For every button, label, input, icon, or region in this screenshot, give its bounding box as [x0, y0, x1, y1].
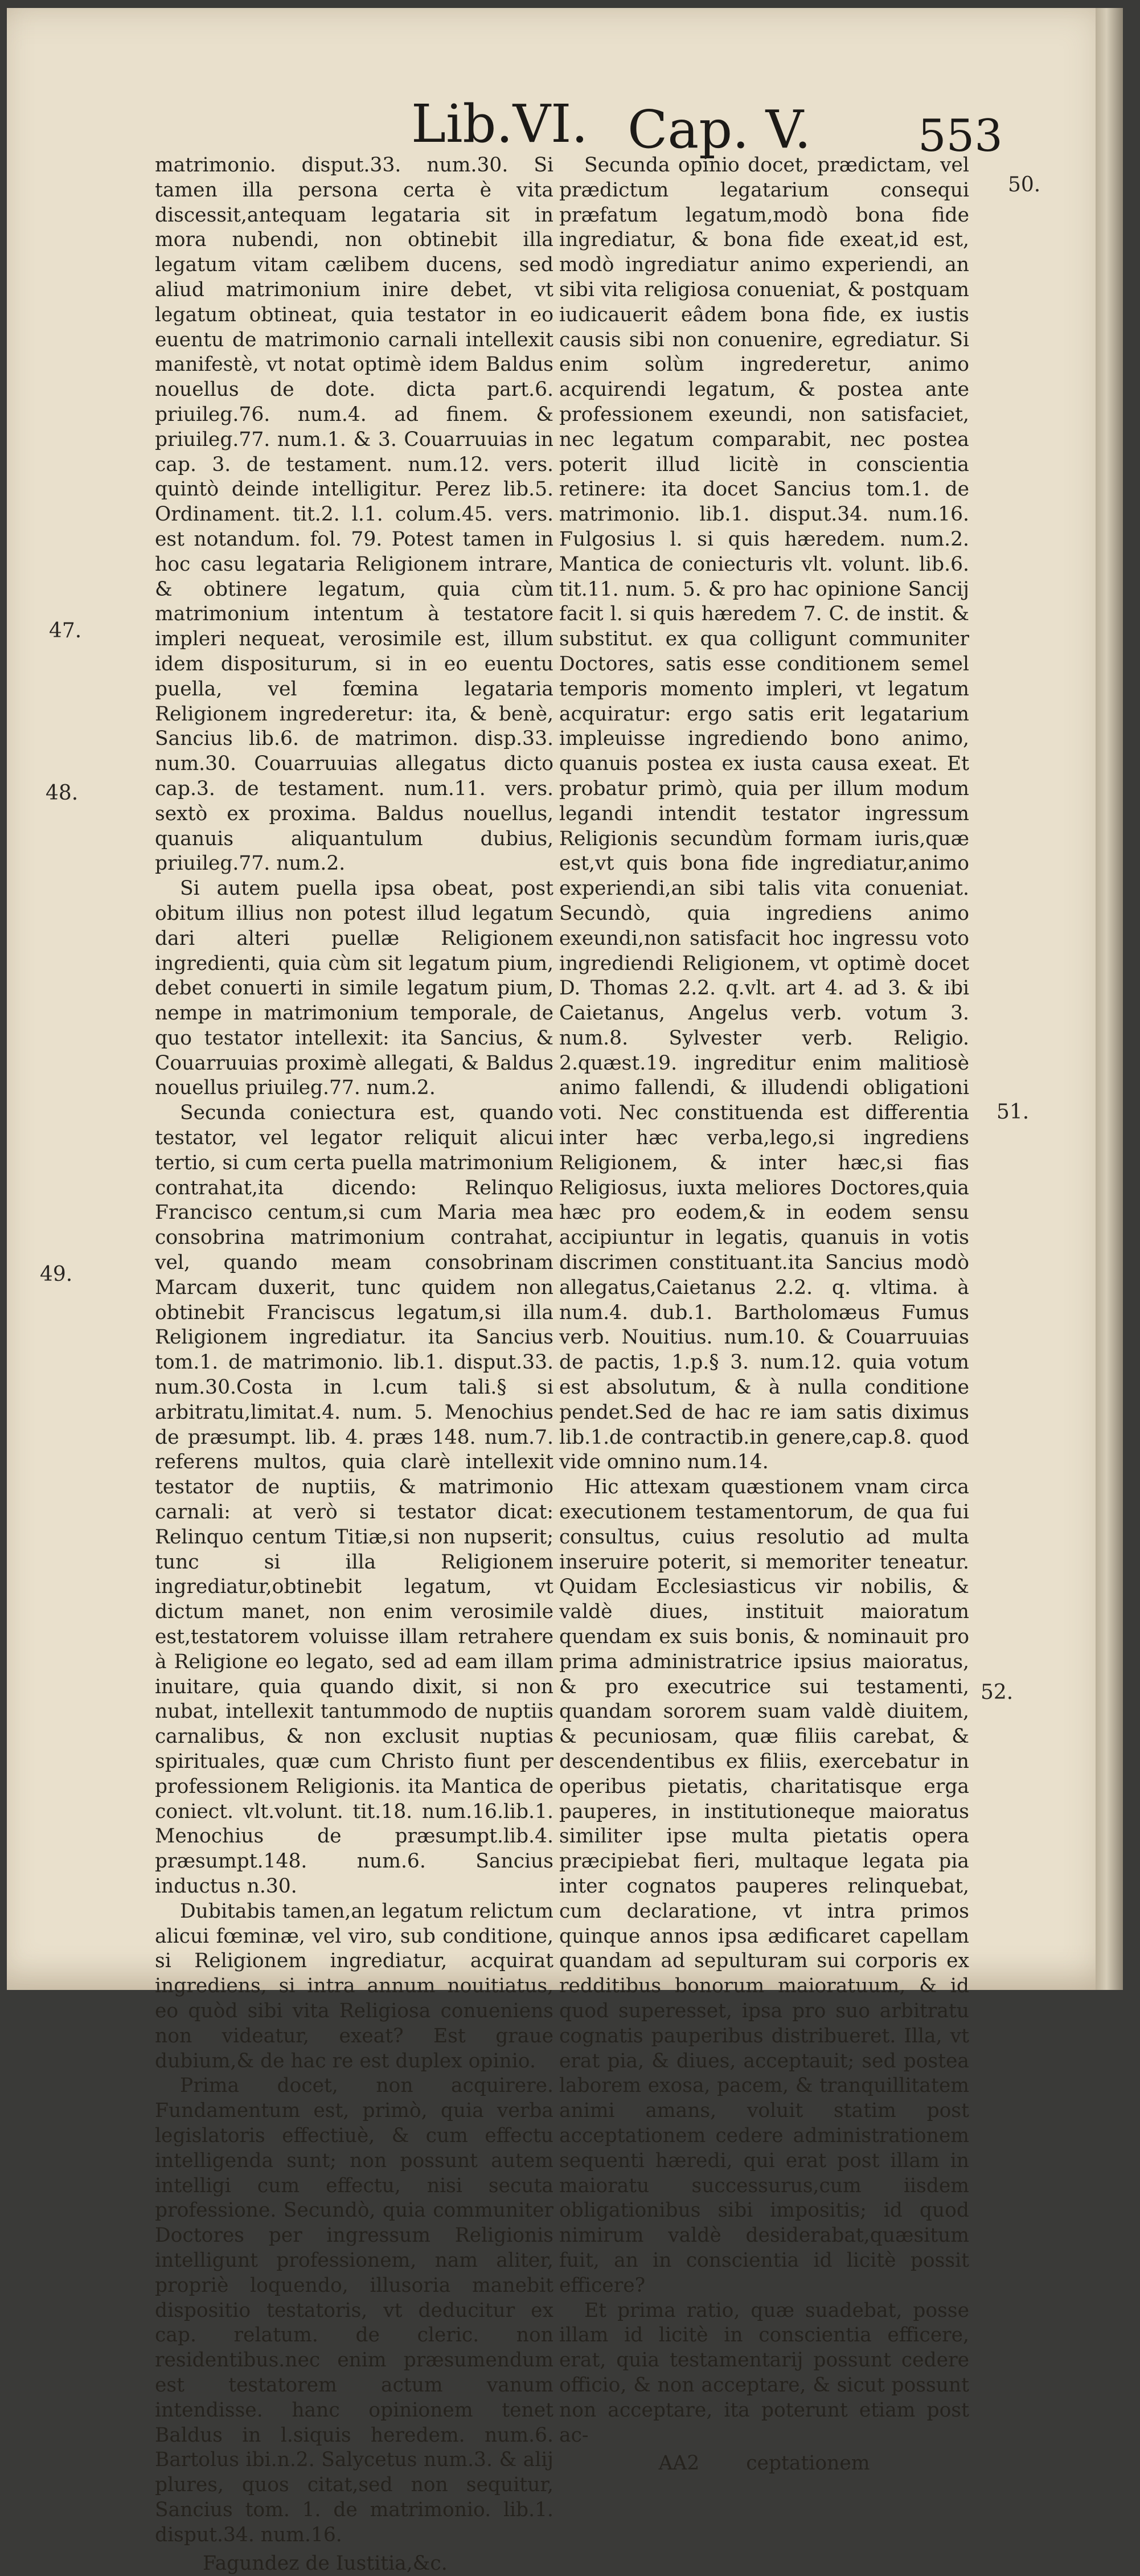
- paragraph: matrimonio. disput.33. num.30. Si tamen illa persona certa è vita discessit,antequam legataria sit in mora nubendi, non obtinebit illa legatum vitam cælibem ducens, sed aliud matrimonium inire debet, vt legatum obtineat, quia testator in eo euentu de matrimonio carnali intellexit manifestè, vt notat optimè idem Baldus nouellus de dote. dicta part.6. priuileg.76. num.4. ad finem. & priuileg.77. num.1. & 3. Couarruuias in cap. 3. de testament. num.12. vers. quintò deinde intelligitur. Perez lib.5. Ordinament. tit.2. l.1. colum.45. vers. est notandum. fol. 79. Potest tamen in hoc casu legataria Religionem intrare, & obtinere legatum, quia cùm matrimonium intentum à testatore impleri nequeat, verosimile est, illum idem dispositurum, si in eo euentu puella, vel fœmina legataria Religionem ingrederetur: ita, & benè, Sancius lib.6. de matrimon. disp.33. num.30. Couarruuias allegatus dicto cap.3. de testament. num.11. vers. sextò ex proxima. Baldus nouellus, quanuis aliquantulum dubius, priuileg.77. num.2.: [155, 153, 553, 877]
- header-lib: Lib.VI.: [411, 93, 588, 154]
- paragraph: Secunda coniectura est, quando testator, vel legator reliquit alicui tertio, si cum certa puella matrimonium contrahat,ita dicendo: Relinquo Francisco centum,si cum Maria mea consobrina matrimonium contrahat, vel, quando meam consobrinam Marcam duxerit, tunc quidem non obtinebit Franciscus legatum,si illa Religionem ingrediatur. ita Sancius tom.1. de matrimonio. lib.1. disput.33. num.30.Costa in l.cum tali.§ si arbitratu,limitat.4. num. 5. Menochius de præsumpt. lib. 4. præs 148. num.7. referens multos, quia clarè intellexit testator de nuptiis, & matrimonio carnali: at verò si testator dicat: Relinquo centum Titiæ,si non nupserit; tunc si illa Religionem ingrediatur,obtinebit legatum, vt dictum manet, non enim verosimile est,testatorem voluisse illam retrahere à Religione eo legato, sed ad eam illam inuitare, quia quando dixit, si non nubat, intellexit tantummodo de nuptiis carnalibus, & non exclusit nuptias spirituales, quæ cum Christo fiunt per professionem Religionis. ita Mantica de coniect. vlt.volunt. tit.18. num.16.lib.1. Menochius de præsumpt.lib.4. præsumpt.148. num.6. Sancius inductus n.30.: [155, 1101, 553, 1899]
- book-spine: [1096, 8, 1123, 1990]
- margin-number: 49.: [40, 1263, 72, 1286]
- right-column: [559, 153, 969, 2476]
- paragraph: Si autem puella ipsa obeat, post obitum illius non potest illud legatum dari alteri puellæ Religionem ingredienti, quia cùm sit legatum pium, debet conuerti in simile legatum pium, nempe in matrimonium temporale, de quo testator intellexit: ita Sancius, & Couarruuias proximè allegati, & Baldus nouellus priuileg.77. num.2.: [155, 877, 553, 1101]
- paragraph: Hic attexam quæstionem vnam circa executionem testamentorum, de qua fui consultus, cuius resolutio ad multa inseruire poterit, si memoriter teneatur. Quidam Ecclesiasticus vir nobilis, & valdè diues, instituit maioratum quendam ex suis bonis, & nominauit pro prima administratrice ipsius maioratus, & pro executrice sui testamenti, quandam sororem suam valdè diuitem, & pecuniosam, quæ filiis carebat, & descendentibus ex filiis, exercebatur in operibus pietatis, charitatisque erga pauperes, in institutioneque maioratus similiter ipse multa pietatis opera præcipiebat fieri, multaque legata pia inter cognatos pauperes relinquebat, cum declaratione, vt intra primos quinque annos ipsa ædificaret capellam quandam ad sepulturam sui corporis ex redditibus bonorum maioratuum, & id quod superesset, ipsa pro suo arbitratu cognatis pauperibus distribueret. Illa, vt erat pia, & diues, acceptauit; sed postea laborem exosa, pacem, & tranquillitatem animi amans, voluit statim post acceptationem cedere administrationem sequenti hæredi, qui erat post illam in maioratu successurus,cum iisdem obligationibus sibi impositis; id quod nimirum valdè desiderabat,quæsitum fuit, an in conscientia id licitè possit efficere?: [559, 1475, 969, 2298]
- page-number: 553: [918, 110, 1003, 162]
- footer-title: Fagundez de Iustitia,&c.: [155, 2552, 553, 2576]
- paragraph: Secunda opinio docet, prædictam, vel prædictum legatarium consequi præfatum legatum,modò bona fide ingrediatur, & bona fide exeat,id est, modò ingrediatur animo experiendi, an sibi vita religiosa conueniat, & postquam iudicauerit eâdem bona fide, ex iustis causis sibi non conuenire, egrediatur. Si enim solùm ingrederetur, animo acquirendi legatum, & postea ante professionem exeundi, non satisfaciet, nec legatum comparabit, nec postea poterit illud licitè in conscientia retinere: ita docet Sancius tom.1. de matrimonio. lib.1. disput.34. num.16. Fulgosius l. si quis hæredem. num.2. Mantica de coniecturis vlt. volunt. lib.6. tit.11. num. 5. & pro hac opinione Sancij facit l. si quis hæredem 7. C. de instit. & substitut. ex qua colligunt communiter Doctores, satis esse conditionem semel temporis momento impleri, vt legatum acquiratur: ergo satis erit legatarium impleuisse ingrediendo bono animo, quanuis postea ex iusta causa exeat. Et probatur primò, quia per illum modum legandi intendit testator ingressum Religionis secundùm formam iuris,quæ est,vt quis bona fide ingrediatur,animo experiendi,an sibi talis vita conueniat. Secundò, quia ingrediens animo exeundi,non satisfacit hoc ingressu voto ingrediendi Religionem, vt optimè docet D. Thomas 2.2. q.vlt. art 4. ad 3. & ibi Caietanus, Angelus verb. votum 3. num.8. Sylvester verb. Religio. 2.quæst.19. ingreditur enim malitiosè animo fallendi, & illudendi obligationi voti. Nec constituenda est differentia inter hæc verba,lego,si ingrediens Religionem, & inter hæc,si fias Religiosus, iuxta meliores Doctores,quia hæc pro eodem,& in eodem sensu accipiuntur in legatis, quanuis in votis discrimen constituant.ita Sancius modò allegatus,Caietanus 2.2. q. vltima. à num.4. dub.1. Bartholomæus Fumus verb. Nouitius. num.10. & Couarruuias de pactis, 1.p.§ 3. num.12. quia votum est absolutum, & à nulla conditione pendet.Sed de hac re iam satis diximus lib.1.de contractib.in genere,cap.8. quod vide omnino num.14.: [559, 153, 969, 1475]
- margin-number: 48.: [46, 781, 78, 805]
- header-cap: Cap. V.: [628, 99, 811, 160]
- margin-number: 52.: [981, 1681, 1013, 1704]
- running-header: [394, 93, 1049, 156]
- signature-mark: AA2: [659, 2452, 700, 2475]
- paragraph: Dubitabis tamen,an legatum relictum alicui fœminæ, vel viro, sub conditione, si Religionem ingrediatur, acquirat ingrediens, si intra annum nouitiatus, eo quòd sibi vita Religiosa conueniens non videatur, exeat? Est graue dubium,& de hac re est duplex opinio.: [155, 1899, 553, 2074]
- margin-number: 50.: [1008, 173, 1040, 196]
- margin-number: 51.: [997, 1100, 1029, 1124]
- margin-number: 47.: [49, 619, 81, 642]
- paragraph: Prima docet, non acquirere. Fundamentum est, primò, quia verba legislatoris effectiuè, & cum effectu intelligenda sunt; non possunt autem intelligi cum effectu, nisi secuta professione. Secundò, quia communiter Doctores per ingressum Religionis intelligunt professionem, nam aliter, propriè loquendo, illusoria manebit dispositio testatoris, vt deducitur ex cap. relatum. de cleric. non residentibus.nec enim præsumendum est testatorem actum vanum intendisse. hanc opinionem tenet Baldus in l.siquis heredem. num.6. Bartolus ibi.n.2. Salycetus num.3. & alij plures, quos citat,sed non sequitur, Sancius tom. 1. de matrimonio. lib.1. disput.34. num.16.: [155, 2074, 553, 2548]
- signature-line: [559, 2451, 969, 2476]
- paragraph: Et prima ratio, quæ suadebat, posse illam id licitè in conscientia efficere, erat, quia testamentarij possunt cedere officio, & non acceptare, & sicut possunt non acceptare, ita poterunt etiam post ac-: [559, 2299, 969, 2448]
- book-page: [7, 8, 1123, 1990]
- left-column: [155, 153, 553, 2576]
- catchword: ceptationem: [746, 2452, 870, 2475]
